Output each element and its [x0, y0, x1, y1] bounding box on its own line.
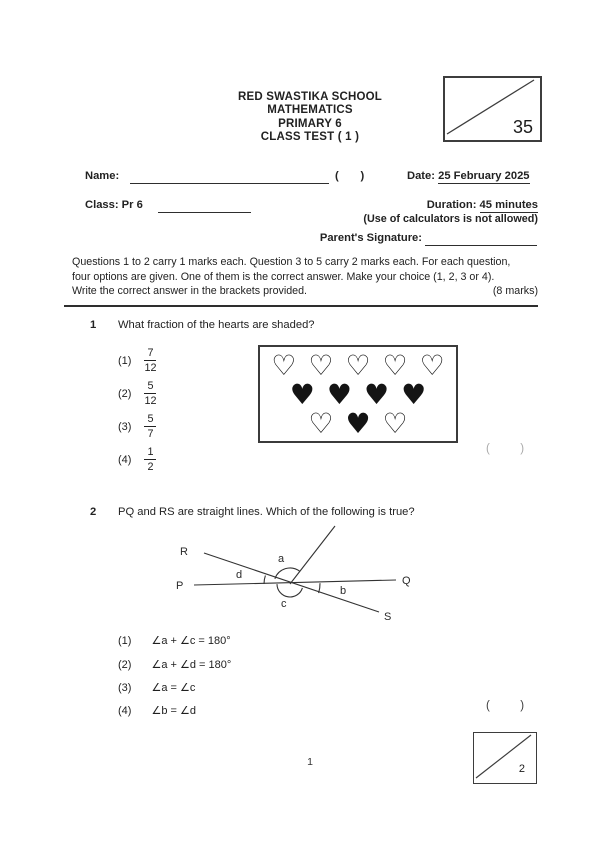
heart-unshaded-icon: ♡ [271, 348, 297, 382]
q2-option-1 [118, 634, 231, 647]
q2-option-4-label: (4) [118, 704, 132, 717]
heart-row [308, 406, 408, 440]
heart-shaded-icon: ♥ [289, 377, 315, 411]
q1-option-4-fraction [144, 446, 156, 473]
q2-option-3-label: (3) [118, 681, 132, 694]
class-blank-line [158, 200, 251, 213]
section-divider [64, 305, 538, 307]
q2-option-2 [118, 658, 231, 671]
q1-option-2-label: (2) [118, 387, 132, 400]
index-brackets: ( ) [335, 170, 365, 182]
q1-option-2-fraction [144, 380, 156, 407]
heart-row [289, 377, 427, 411]
q1-option-3 [118, 413, 156, 440]
q1-answer-brackets: ( ) [486, 443, 526, 455]
duration-label: Duration: [426, 199, 477, 211]
fraction-numerator: 5 [144, 380, 156, 394]
heart-unshaded-icon: ♡ [345, 348, 371, 382]
q1-option-4 [118, 446, 156, 473]
angle-c-arc [277, 584, 302, 597]
fraction-denominator: 12 [144, 395, 157, 407]
next-page-box [473, 732, 537, 784]
fraction-numerator: 1 [144, 446, 156, 460]
heart-unshaded-icon: ♡ [308, 406, 334, 440]
q2-option-4-text: ∠b = ∠d [151, 705, 196, 717]
label-r: R [180, 546, 188, 558]
school-name: RED SWASTIKA SCHOOL [238, 91, 382, 103]
signature-label: Parent's Signature: [319, 232, 422, 244]
heart-shaded-icon: ♥ [345, 406, 371, 440]
label-s: S [384, 611, 392, 623]
calculator-note: (Use of calculators is not allowed) [363, 213, 538, 225]
label-angle-b: b [340, 585, 347, 597]
duration-value: 45 minutes [479, 199, 538, 211]
label-p: P [176, 580, 184, 592]
instructions-block [72, 255, 538, 299]
label-angle-a: a [278, 553, 285, 565]
heart-unshaded-icon: ♡ [382, 406, 408, 440]
q2-angles-diagram [148, 520, 438, 628]
label-angle-c: c [281, 598, 287, 610]
fraction-denominator: 7 [147, 428, 154, 440]
test-title: CLASS TEST ( 1 ) [260, 131, 360, 144]
name-blank-line [130, 171, 329, 184]
q2-option-1-text: ∠a + ∠c = 180° [151, 635, 231, 647]
q1-option-2 [118, 380, 156, 407]
heart-shaded-icon: ♥ [401, 377, 427, 411]
name-label: Name: [85, 170, 120, 182]
section-marks: (8 marks) [492, 285, 538, 298]
q2-option-2-label: (2) [118, 658, 132, 671]
q2-option-2-text: ∠a + ∠d = 180° [151, 659, 232, 671]
hearts-figure [258, 345, 458, 443]
instructions-line2: four options are given. One of them is the correct answer. Make your choice (1, 2, 3 or 4). [72, 270, 495, 283]
date-label: Date: [407, 170, 435, 182]
q1-option-1-label: (1) [118, 354, 132, 367]
q1-option-1-fraction [144, 347, 156, 374]
q2-option-3-text: ∠a = ∠c [151, 682, 196, 694]
q1-number: 1 [90, 319, 97, 331]
heart-unshaded-icon: ♡ [308, 348, 334, 382]
fraction-denominator: 2 [147, 461, 154, 473]
q2-text: PQ and RS are straight lines. Which of the following is true? [118, 506, 415, 518]
duration-field [427, 199, 538, 211]
fraction-denominator: 12 [144, 362, 157, 374]
signature-blank-line [425, 233, 537, 246]
date-value: 25 February 2025 [438, 170, 530, 182]
q1-option-3-fraction [144, 413, 156, 440]
q1-option-4-label: (4) [118, 453, 132, 466]
total-marks-value: 35 [512, 117, 533, 137]
label-angle-d: d [236, 569, 243, 581]
angle-a-arc [275, 568, 300, 579]
instructions-line3: Write the correct answer in the brackets provided. [72, 285, 308, 298]
q2-option-3 [118, 681, 195, 694]
fraction-numerator: 5 [144, 413, 156, 427]
q1-option-3-label: (3) [118, 420, 132, 433]
heart-shaded-icon: ♥ [326, 377, 352, 411]
date-field [407, 170, 530, 182]
q1-text: What fraction of the hearts are shaded? [118, 319, 315, 331]
q2-option-1-label: (1) [118, 634, 132, 647]
heart-unshaded-icon: ♡ [419, 348, 445, 382]
fraction-numerator: 7 [144, 347, 156, 361]
total-marks-box [443, 76, 542, 142]
q2-option-4 [118, 704, 196, 717]
subject-name: MATHEMATICS [267, 104, 353, 117]
heart-row [271, 348, 445, 382]
q2-answer-brackets: ( ) [486, 700, 526, 712]
heart-shaded-icon: ♥ [364, 377, 390, 411]
next-page-value: 2 [518, 763, 525, 775]
q2-number: 2 [90, 506, 97, 518]
heart-unshaded-icon: ♡ [382, 348, 408, 382]
instructions-line1: Questions 1 to 2 carry 1 marks each. Question 3 to 5 carry 2 marks each. For each question, [72, 256, 511, 268]
page-number: 1 [307, 756, 313, 768]
label-q: Q [402, 575, 411, 587]
level-name: PRIMARY 6 [278, 117, 342, 130]
class-label: Class: Pr 6 [85, 199, 143, 211]
upward-ray [290, 526, 335, 584]
q1-option-1 [118, 347, 156, 374]
